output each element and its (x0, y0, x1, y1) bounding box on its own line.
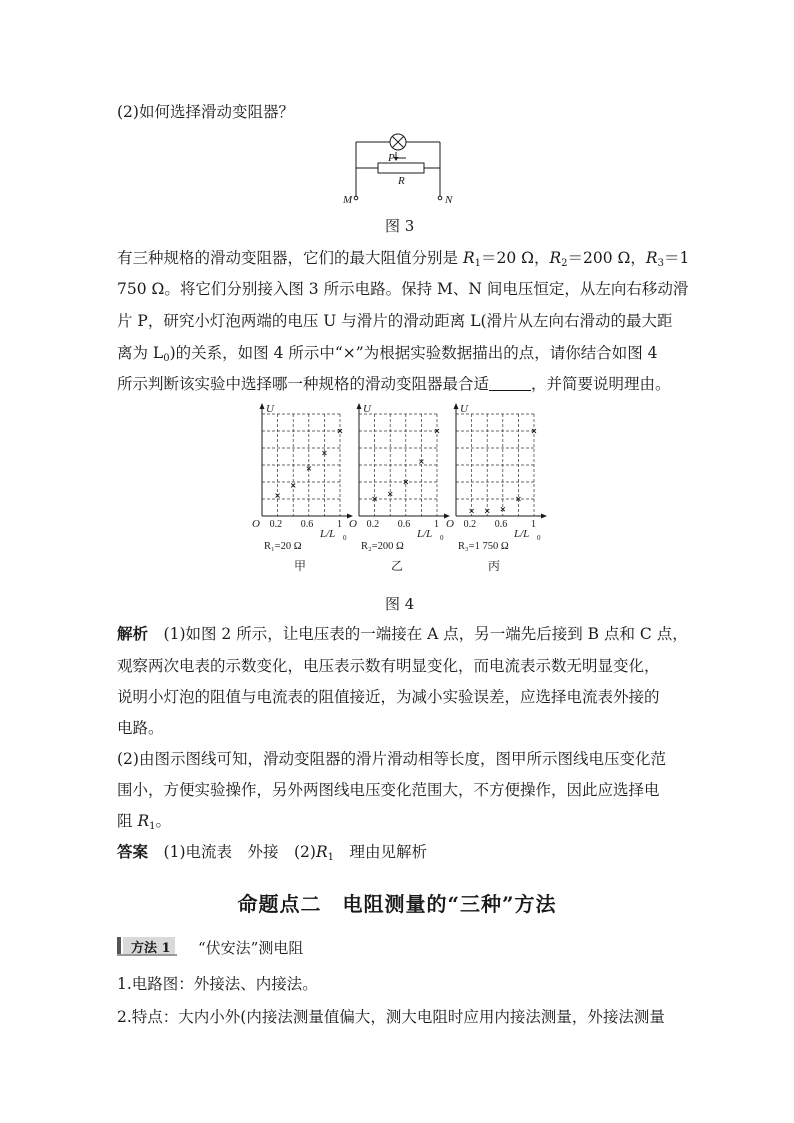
para-line-1: 有三种规格的滑动变阻器，它们的最大阻值分别是 $R_1=20$ Ω，$R_2=200$ Ω，$R_3=1$ (117, 249, 690, 269)
label-p: P (388, 152, 395, 164)
terminal-m (354, 196, 358, 200)
tick-label: 1 (434, 519, 439, 530)
tick-label: 1 (337, 519, 342, 530)
figure-3-circuit (330, 128, 470, 210)
tick-label: 0.6 (397, 519, 411, 530)
chart-panel-2 (349, 403, 450, 573)
chart-panel-3 (446, 403, 547, 573)
tick-label: 0.6 (300, 519, 314, 530)
analysis-label: 解析 (117, 624, 149, 643)
panel-name: 丙 (488, 559, 501, 573)
x-axis-sub: 0 (537, 534, 541, 542)
chart-panel-1 (252, 403, 353, 573)
origin-label: O (446, 518, 454, 530)
method-tag: 方法 1 (131, 941, 171, 956)
analysis-line-6: 围小，方便实验操作，另外两图线电压变化范围大，不方便操作，因此应选择电 (117, 781, 660, 799)
tick-label: 0.6 (494, 519, 508, 530)
analysis-line-4: 电路。 (117, 719, 164, 737)
para-line-2: 750 Ω。将它们分别接入图 3 所示电路。保持 M、N 间电压恒定，从左向右移动滑 (117, 280, 689, 298)
y-axis-label: U (460, 403, 468, 415)
origin-label: O (349, 518, 357, 530)
answer-line: 答案 (1)电流表 外接 $(2)R_1$ 理由见解析 (117, 842, 428, 863)
y-axis-arrow (357, 403, 362, 409)
para-line-5: 所示判断该实验中选择哪一种规格的滑动变阻器最合适 ，并简要说明理由。 (117, 375, 671, 393)
label-r: R (398, 175, 405, 187)
analysis-line-3: 说明小灯泡的阻值与电流表的阻值接近，为减小实验误差，应选择电流表外接的 (117, 688, 660, 706)
question-2 (117, 101, 294, 123)
method-title: “伏安法”测电阻 (198, 939, 304, 957)
question-2-number: (2) (117, 103, 139, 121)
y-axis-label: U (363, 403, 371, 415)
answer-label: 答案 (117, 842, 149, 861)
question-2-text: 如何选择滑动变阻器？ (138, 103, 294, 121)
analysis-line-7: 阻 $R_1$。 (117, 812, 171, 832)
label-m: M (343, 194, 353, 206)
para-line-3: 片 P，研究小灯泡两端的电压 U 与滑片的滑动距离 L(滑片从左向右滑动的最大距 (117, 312, 673, 330)
rheostat-resistor (378, 163, 424, 173)
x-axis-sub: 0 (343, 534, 347, 542)
analysis-line-5: (2)由图示图线可知，滑动变阻器的滑片滑动相等长度，图甲所示图线电压变化范 (117, 750, 666, 768)
analysis-line-2: 观察两次电表的示数变化，电压表示数有明显变化，而电流表示数无明显变化， (117, 657, 660, 675)
list-item-1: 1.电路图：外接法、内接法。 (117, 975, 318, 993)
panel-name: 甲 (294, 559, 307, 573)
tick-label: 0.2 (463, 519, 477, 530)
resistance-label: R₂=200 Ω (361, 541, 404, 552)
para-line-4: 离为 $L_0$)的关系，如图 4 所示中“×”为根据实验数据描出的点，请你结合如图 4 (117, 344, 658, 364)
figure-4-caption: 图 4 (385, 595, 415, 613)
y-axis-arrow (454, 403, 459, 409)
origin-label: O (252, 518, 260, 530)
terminal-n (438, 196, 442, 200)
list-item-2: 2.特点：大内小外(内接法测量值偏大，测大电阻时应用内接法测量，外接法测量 (117, 1008, 665, 1026)
y-axis-label: U (266, 403, 274, 415)
resistance-label: R₃=1 750 Ω (458, 541, 509, 552)
tick-label: 0.2 (269, 519, 283, 530)
x-axis-label: L/L (417, 528, 433, 540)
figure-3-caption: 图 3 (385, 217, 415, 235)
tick-label: 0.2 (366, 519, 380, 530)
x-axis-label: L/L (320, 528, 336, 540)
x-axis-sub: 0 (440, 534, 444, 542)
y-axis-arrow (260, 403, 265, 409)
panel-name: 乙 (391, 559, 404, 573)
analysis-line-1: 解析 (1)如图 2 所示，让电压表的一端接在 A 点，另一端先后接到 B 点和 C 点， (117, 624, 688, 643)
label-n: N (445, 194, 453, 206)
answer-blank (489, 376, 531, 391)
figure-4-charts (240, 400, 560, 580)
x-axis-label: L/L (514, 528, 530, 540)
section-title: 命题点二 电阻测量的“三种”方法 (237, 892, 557, 916)
tick-label: 1 (531, 519, 536, 530)
x-axis-arrow (541, 514, 547, 519)
resistance-label: R₁=20 Ω (264, 541, 302, 552)
